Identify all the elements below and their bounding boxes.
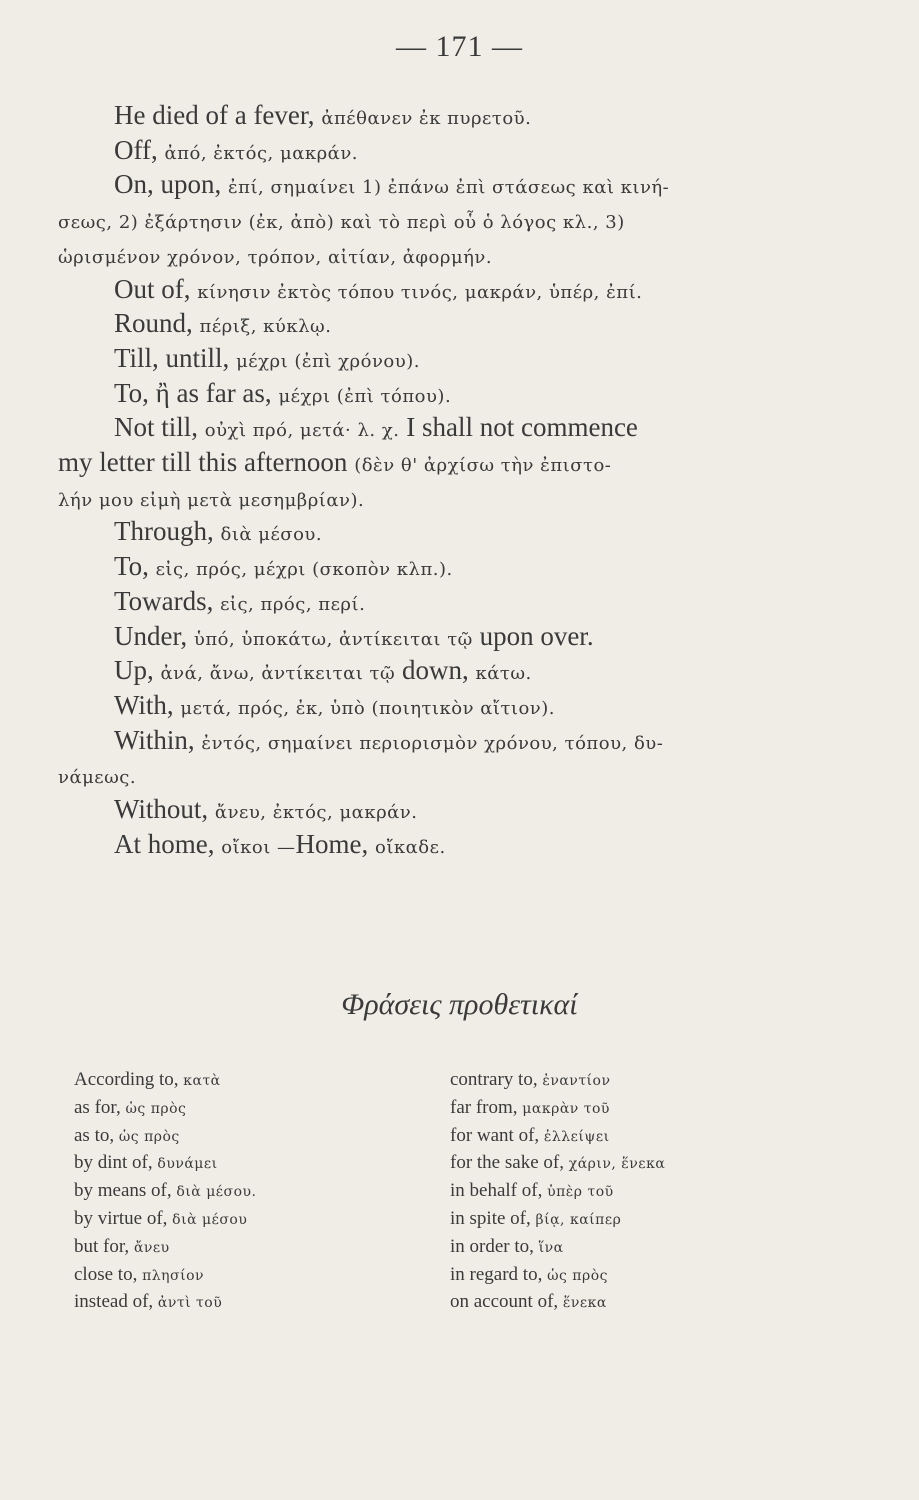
text-line: Without, ἄνευ, ἐκτός, μακράν. — [114, 794, 418, 825]
text-line: At home, οἴκοι —Home, οἴκαδε. — [114, 828, 446, 859]
list-item: in order to, ἵνα — [450, 1235, 564, 1257]
text-line: To, εἰς, πρός, μέχρι (σκοπὸν κλπ.). — [114, 551, 453, 582]
text-line: Off, ἀπό, ἐκτός, μακράν. — [114, 134, 358, 165]
list-item: on account of, ἕνεκα — [450, 1291, 607, 1313]
main-text — [58, 100, 828, 863]
list-item: for want of, ἐλλείψει — [450, 1124, 610, 1146]
text-line: He died of a fever, ἀπέθανεν ἐκ πυρετοῦ. — [114, 100, 532, 130]
list-item: far from, μακρὰν τοῦ — [450, 1096, 610, 1118]
text-line: Out of, κίνησιν ἐκτὸς τόπου τινός, μακράν, ὑπέρ, ἐπί. — [114, 273, 643, 304]
text-line: σεως, 2) ἐξάρτησιν (ἐκ, ἀπὸ) καὶ τὸ περὶ οὗ ὁ λόγος κλ., 3) — [58, 212, 625, 234]
phrases-left-column — [74, 1067, 404, 1317]
list-item: in regard to, ὡς πρὸς — [450, 1263, 608, 1285]
list-item: by means of, διὰ μέσου. — [74, 1180, 257, 1202]
list-item: close to, πλησίον — [74, 1263, 205, 1285]
text-line: To, ἢ as far as, μέχρι (ἐπὶ τόπου). — [114, 377, 452, 408]
text-line: νάμεως. — [58, 767, 137, 789]
text-line: Under, ὑπό, ὑποκάτω, ἀντίκειται τῷ upon over. — [114, 620, 594, 651]
text-line: my letter till this afternoon (δὲν θ' ἀρχίσω τὴν ἐπιστο- — [58, 447, 612, 478]
list-item: by dint of, δυνάμει — [74, 1152, 218, 1174]
list-item: in behalf of, ὑπὲρ τοῦ — [450, 1180, 614, 1202]
page-number: — 171 — — [396, 30, 523, 63]
text-line: On, upon, ἐπί, σημαίνει 1) ἐπάνω ἐπὶ στάσεως καὶ κινή- — [114, 169, 670, 200]
list-item: as to, ὡς πρὸς — [74, 1124, 180, 1146]
text-line: Up, ἀνά, ἄνω, ἀντίκειται τῷ down, κάτω. — [114, 655, 532, 686]
text-line: Through, διὰ μέσου. — [114, 516, 323, 547]
list-item: in spite of, βίᾳ, καίπερ — [450, 1207, 622, 1229]
section-heading: Φράσεις προθετικαί — [341, 988, 578, 1021]
list-item: but for, ἄνευ — [74, 1235, 170, 1257]
text-line: λήν μου εἰμὴ μετὰ μεσημβρίαν). — [58, 489, 365, 511]
list-item: as for, ὡς πρὸς — [74, 1096, 187, 1118]
list-item: contrary to, ἐναντίον — [450, 1069, 611, 1090]
text-line: With, μετά, πρός, ἐκ, ὑπὸ (ποιητικὸν αἴτιον). — [114, 689, 555, 720]
text-line: Within, ἐντός, σημαίνει περιορισμὸν χρόνου, τόπου, δυ- — [114, 724, 664, 755]
text-line: Till, untill, μέχρι (ἐπὶ χρόνου). — [114, 342, 420, 373]
text-line: Towards, εἰς, πρός, περί. — [114, 585, 366, 616]
text-line: Round, πέριξ, κύκλῳ. — [114, 308, 332, 339]
list-item: instead of, ἀντὶ τοῦ — [74, 1291, 223, 1313]
text-line: Not till, οὐχὶ πρό, μετά· λ. χ. I shall not commence — [114, 412, 638, 443]
list-item: for the sake of, χάριν, ἕνεκα — [450, 1152, 666, 1174]
text-line: ὡρισμένον χρόνον, τρόπον, αἰτίαν, ἀφορμήν. — [58, 246, 493, 268]
list-item: According to, κατὰ — [74, 1069, 221, 1090]
list-item: by virtue of, διὰ μέσου — [74, 1207, 248, 1229]
phrases-right-column — [450, 1067, 850, 1317]
